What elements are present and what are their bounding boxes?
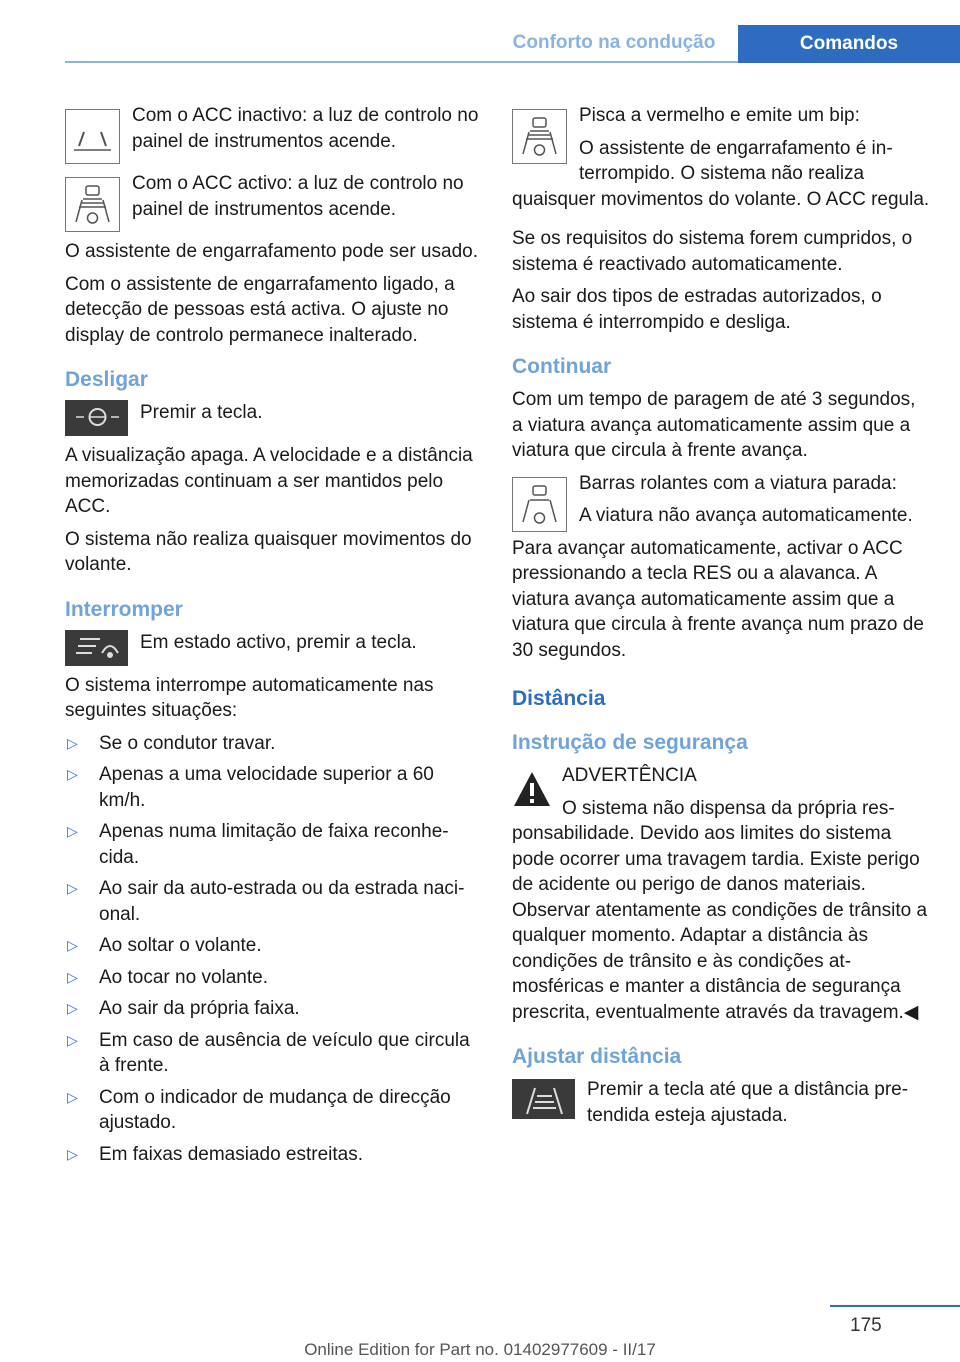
steering-assist-icon [65,177,120,232]
edition-footer: Online Edition for Part no. 01402977609 - II/17 [304,1340,656,1359]
off-detail-1: A visualização apaga. A velocidade e a distância memorizadas continuam a ser mantidos pelo ACC. [65,445,473,517]
header-chapter-tab: Comandos [738,25,960,63]
warning-text: O sistema não dispensa da própria responsabilidade. Devido aos limites do sistema pode ocorrer uma travagem tardia. Existe perigo de acidente ou perigo de danos materiais. Observar atentamente as condições de trânsito a qualquer momento. Adaptar a distância às condições de trânsito e às condições atmosféricas e manter a distância de segurança prescrita, eventualmente através da travagem.◀ [512,797,928,1023]
distance-button-icon [512,1079,575,1119]
interrupt-list [65,731,480,1168]
blink-text-2: O assistente de engarrafamento é interrompido. O sistema não realiza quaisquer movimentos do volante. O ACC regula. [512,137,930,210]
adjust-text: Premir a tecla até que a distância pretendida esteja ajustada. [587,1079,909,1126]
acc-active-row [65,171,480,232]
heading-adjust-distance: Ajustar distância [512,1045,682,1068]
list-item: ▷ Ao tocar no volante. [65,965,480,991]
left-column [65,103,480,1173]
bars-text-3: Para avançar automaticamente, activar o ACC pressionando a tecla RES ou a alavanca. A viatura avança automaticamente assim que a viatura que circula à frente avança num prazo de 30 segundos. [512,537,924,661]
list-item: ▷ Ao soltar o volante. [65,933,480,959]
list-item: ▷ Em faixas demasiado estreitas. [65,1142,480,1168]
bars-text-2: A viatura não avança automaticamente. [579,505,913,526]
off-detail-2: O sistema não realiza quaisquer movimentos do volante. [65,528,472,575]
list-item: ▷ Apenas numa limitação de faixa reconhecida. [65,819,480,870]
acc-inactive-row [65,103,480,164]
steering-off-button-icon [65,400,128,436]
warning-block [512,763,930,1025]
person-detection-text: Com o assistente de engarrafamento ligado, a detecção de pessoas está activa. O ajuste no display de controlo permanece inalterado. [65,273,455,346]
heading-distance: Distância [512,687,606,710]
reactivation-text: Se os requisitos do sistema forem cumpridos, o sistema é reactivado automaticamente. [512,228,913,275]
bars-text-1: Barras rolantes com a viatura parada: [579,472,897,494]
off-row [65,400,480,436]
footer-rule [830,1305,960,1307]
road-type-text: Ao sair dos tipos de estradas autorizados, o sistema é interrompido e desliga. [512,286,882,333]
interrupt-action-text: Em estado activo, premir a tecla. [140,631,417,653]
list-item: ▷ Ao sair da própria faixa. [65,996,480,1022]
header-section: Conforto na condução [512,32,716,53]
acc-inactive-text: Com o ACC inactivo: a luz de controlo no painel de instrumentos acende. [132,105,479,152]
right-column [512,103,930,1135]
interrupt-row [65,630,480,666]
blink-text-1: Pisca a vermelho e emite um bip: [579,105,860,126]
list-item: ▷ Apenas a uma velocidade superior a 60 km/h. [65,762,480,813]
assist-usable-text: O assistente de engarrafamento pode ser usado. [65,241,478,262]
list-item: ▷ Em caso de ausência de veículo que circula à frente. [65,1028,480,1079]
lane-lines-icon [65,109,120,164]
warning-title: ADVERTÊNCIA [562,765,697,786]
bars-row [512,471,930,664]
heading-off: Desligar [65,368,148,391]
rolling-bars-icon [512,477,567,532]
steering-assist-warning-icon [512,109,567,164]
list-item: ▷ Se o condutor travar. [65,731,480,757]
interrupt-intro: O sistema interrompe automaticamente nas seguintes situações: [65,674,434,721]
acc-active-text: Com o ACC activo: a luz de controlo no painel de instrumentos acende. [132,173,464,220]
list-item: ▷ Ao sair da auto-estrada ou da estrada nacional. [65,876,480,927]
blink-row [512,103,930,212]
warning-icon [512,769,552,809]
heading-safety: Instrução de segurança [512,731,748,754]
page-number: 175 [850,1315,882,1336]
acc-button-icon [65,630,128,666]
heading-continue: Continuar [512,355,612,378]
adjust-row [512,1077,930,1128]
list-item: ▷ Com o indicador de mudança de direcção ajustado. [65,1085,480,1136]
heading-interrupt: Interromper [65,597,183,621]
continue-text: Com um tempo de paragem de até 3 segundos, a viatura avança automaticamente assim que a viatura que circula à frente avança. [512,389,916,461]
off-action-text: Premir a tecla. [140,402,263,423]
